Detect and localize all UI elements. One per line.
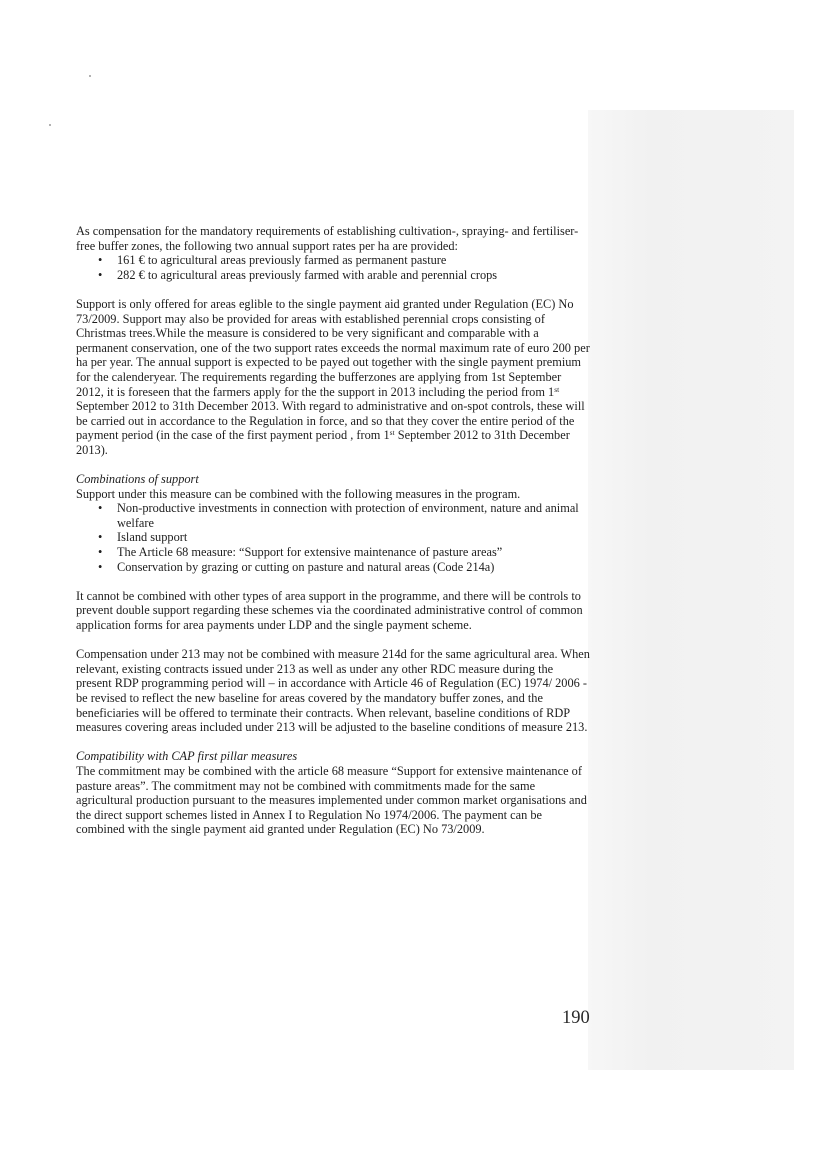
support-text-part: Support is only offered for areas eglible to the single payment aid granted under Regulation (EC) No 73/2009. Support may also be provided for areas with established perennial crops consisting of Christmas trees.While the measure is considered to be very significant and comparable with a permanent conservation, one of the two support rates exceeds the normal maximum rate of euro 200 per ha per year. The annual support is expected to be payed out together with the single payment premium for the calenderyear. The requirements regarding the bufferzones are applying from 1st September 2012, it is foreseen that the farmers apply for the the support in 2013 including the period from 1 [76, 296, 590, 399]
bullet-icon: • [98, 530, 103, 545]
support-paragraph [76, 297, 591, 458]
bullet-icon: • [98, 559, 103, 574]
scan-speck [89, 75, 91, 77]
bullet-icon: • [98, 267, 103, 282]
list-item [76, 545, 591, 560]
compatibility-heading: Compatibility with CAP first pillar measures [76, 749, 298, 764]
list-item-text: Island support [117, 530, 188, 545]
intro-paragraph: As compensation for the mandatory requirements of establishing cultivation-, spraying- and fertiliser-free buffer zones, the following two annual support rates per ha are provided: [76, 224, 579, 253]
list-item-text: Conservation by grazing or cutting on pasture and natural areas (Code 214a) [117, 559, 495, 574]
support-rates-list [76, 253, 591, 282]
list-item [76, 530, 591, 545]
scan-speck [49, 124, 51, 126]
cannot-combine-paragraph: It cannot be combined with other types of area support in the programme, and there will be controls to prevent double support regarding these schemes via the coordinated administrative control of common application forms for area payments under LDP and the single payment scheme. [76, 588, 583, 633]
ordinal-superscript: st [554, 384, 560, 394]
ordinal-superscript: st [389, 428, 395, 438]
list-item [76, 268, 591, 283]
page-number: 190 [562, 1008, 590, 1028]
combinations-heading: Combinations of support [76, 472, 199, 487]
list-item [76, 560, 591, 575]
bullet-icon: • [98, 545, 103, 560]
list-item-text: Non-productive investments in connection with protection of environment, nature and animal welfare [117, 501, 579, 530]
list-item [76, 253, 591, 268]
document-body [76, 224, 591, 837]
support-text-part: September 2012 to 31th December 2013. With regard to administrative and on-spot controls, these will be carried out in accordance to the Regulation in force, and so that they cover the entire period of the payment period (in the case of the first payment period , from 1 [76, 399, 585, 443]
compatibility-paragraph: The commitment may be combined with the article 68 measure “Support for extensive maintenance of pasture areas”. The commitment may not be combined with commitments made for the same agricultural production pursuant to the measures implemented under common market organisations and the direct support schemes listed in Annex I to Regulation No 1974/2006. The payment can be combined with the single payment aid granted under Regulation (EC) No 73/2009. [76, 763, 587, 837]
list-item-text: 282 € to agricultural areas previously farmed with arable and perennial crops [117, 267, 498, 282]
combinations-list [76, 501, 591, 574]
bullet-icon: • [98, 501, 103, 516]
list-item-text: The Article 68 measure: “Support for extensive maintenance of pasture areas” [117, 545, 503, 560]
scan-shading [588, 110, 794, 1070]
bullet-icon: • [98, 253, 103, 268]
compensation-paragraph: Compensation under 213 may not be combined with measure 214d for the same agricultural area. When relevant, existing contracts issued under 213 as well as under any other RDC measure during the present RDP programming period will – in accordance with Article 46 of Regulation (EC) 1974/ 2006 - be revised to reflect the new baseline for areas covered by the mandatory buffer zones, and the beneficiaries will be offered to terminate their contracts. When relevant, baseline conditions of RDP measures covering areas included under 213 will be adjusted to the baseline conditions of measure 213. [76, 647, 590, 735]
support-text-part: September 2012 to 31th December 2013). [76, 428, 570, 457]
list-item [76, 501, 591, 530]
list-item-text: 161 € to agricultural areas previously farmed as permanent pasture [117, 253, 447, 268]
combinations-intro: Support under this measure can be combined with the following measures in the program. [76, 486, 521, 501]
